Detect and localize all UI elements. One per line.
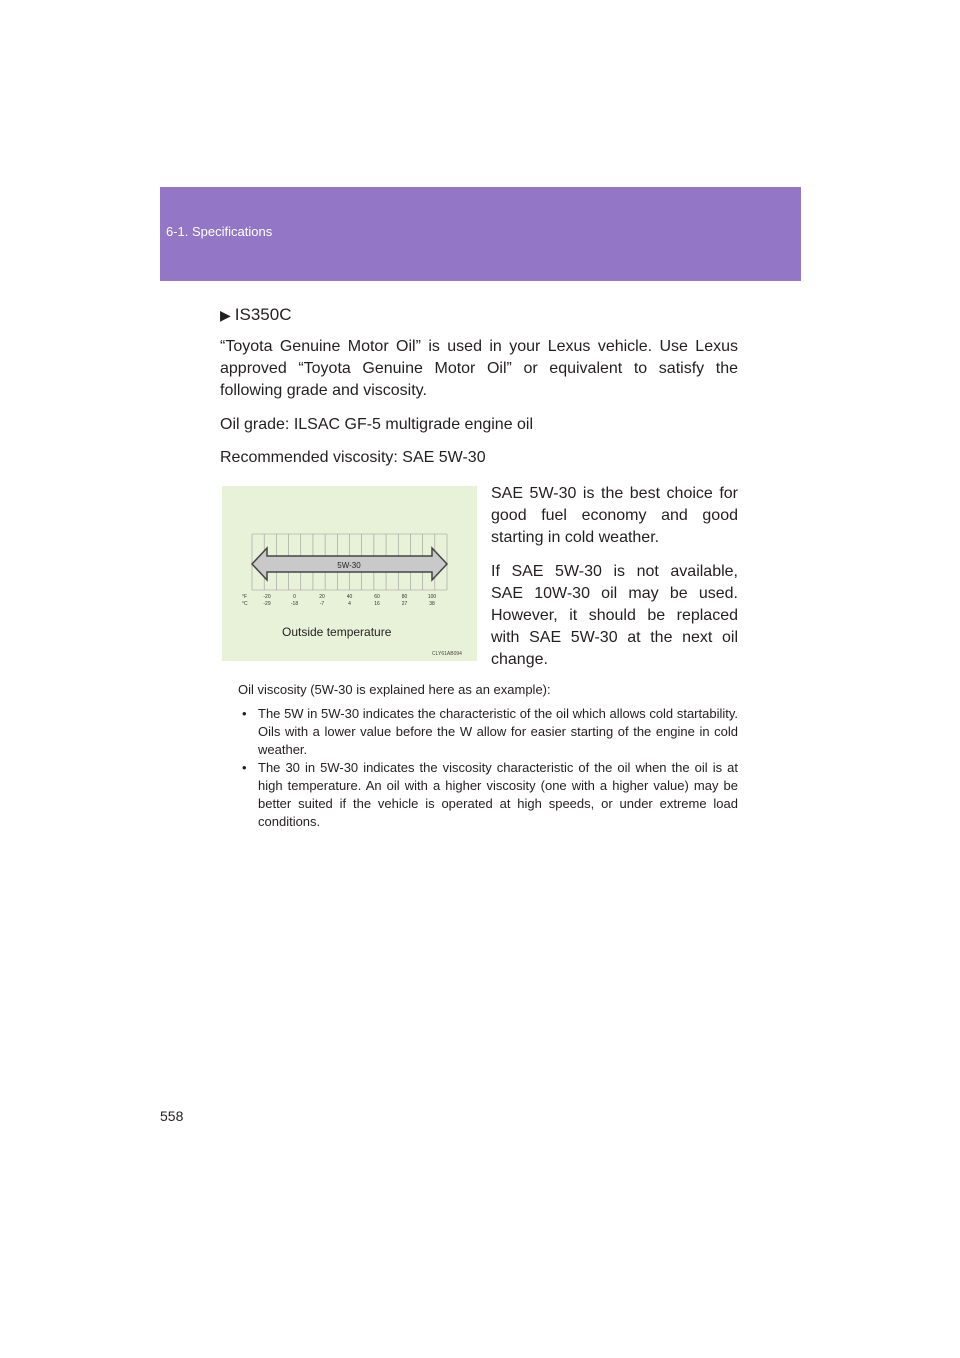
list-item xyxy=(238,759,738,831)
intro-paragraph: “Toyota Genuine Motor Oil” is used in your Lexus vehicle. Use Lexus approved “Toyota Genuine Motor Oil” or equivalent to satisfy the following grade and viscosity. xyxy=(220,338,738,399)
fahrenheit-tick-label: 20 xyxy=(319,594,325,600)
page-number: 558 xyxy=(160,1108,184,1124)
fahrenheit-tick-label: 100 xyxy=(427,594,437,600)
fahrenheit-tick-label: 60 xyxy=(374,594,380,600)
notes-lead: Oil viscosity (5W-30 is explained here as an example): xyxy=(238,682,551,697)
right-paragraph-2: If SAE 5W-30 is not available, SAE 10W-30 oil may be used. However, it should be replaced with SAE 5W-30 at the next oil change. xyxy=(491,563,738,668)
section-header xyxy=(160,187,801,281)
list-item-text: The 30 in 5W-30 indicates the viscosity characteristic of the oil when the oil is at high temperature. An oil with a higher viscosity (one with a higher value) may be better suited if the vehicle is operated at high speeds, or under extreme load conditions. xyxy=(258,760,738,829)
triangle-arrow-icon: ▶ xyxy=(220,307,231,323)
figure-code: CLY61AB094 xyxy=(432,651,462,657)
bullet-symbol: • xyxy=(242,760,247,775)
list-item-text: The 5W in 5W-30 indicates the characteristic of the oil which allows cold startability. Oils with a lower value before the W allow for easier starting of the engine in cold weather. xyxy=(258,706,738,757)
viscosity-band-label: 5W-30 xyxy=(337,561,361,570)
fahrenheit-tick-labels xyxy=(263,594,436,600)
celsius-tick-label: 4 xyxy=(348,601,351,607)
fahrenheit-unit: °F xyxy=(242,594,248,600)
celsius-tick-label: -18 xyxy=(290,601,299,607)
viscosity-notes xyxy=(238,681,738,831)
celsius-tick-label: -7 xyxy=(319,601,325,607)
celsius-tick-label: 27 xyxy=(401,601,408,607)
celsius-tick-labels xyxy=(263,601,435,607)
fahrenheit-tick-label: 40 xyxy=(346,594,353,600)
list-item xyxy=(238,705,738,759)
right-paragraph-1: SAE 5W-30 is the best choice for good fuel economy and good starting in cold weather. xyxy=(491,485,738,546)
fahrenheit-tick-label: 80 xyxy=(401,594,408,600)
bullet-symbol: • xyxy=(242,706,247,721)
model-label: IS350C xyxy=(234,305,292,324)
celsius-tick-label: 16 xyxy=(374,601,380,607)
celsius-tick-label: 38 xyxy=(429,601,435,607)
celsius-tick-label: -29 xyxy=(263,601,271,607)
recommended-viscosity-line: Recommended viscosity: SAE 5W-30 xyxy=(220,449,486,466)
fahrenheit-tick-label: 0 xyxy=(293,594,296,600)
figure-caption: Outside temperature xyxy=(282,625,392,639)
section-title: 6-1. Specifications xyxy=(166,224,273,239)
viscosity-figure xyxy=(222,486,477,661)
celsius-unit: °C xyxy=(242,601,248,607)
model-heading xyxy=(220,305,291,325)
oil-grade-line: Oil grade: ILSAC GF-5 multigrade engine oil xyxy=(220,416,534,433)
fahrenheit-tick-label: -20 xyxy=(263,594,271,600)
